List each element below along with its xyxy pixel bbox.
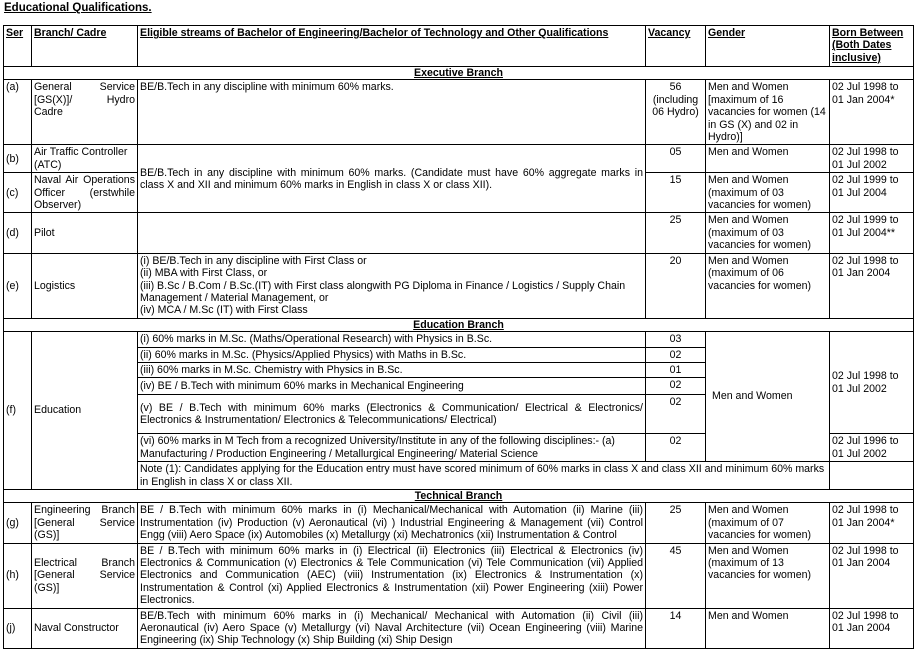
table-cell: (a)	[4, 80, 32, 145]
header-gender: Gender	[706, 26, 830, 67]
table-cell: Men and Women (maximum of 07 vacancies for women)	[706, 503, 830, 543]
table-row	[4, 80, 914, 145]
table-row	[4, 332, 914, 347]
section-education	[4, 318, 914, 331]
table-cell: 05	[646, 145, 706, 173]
table-cell: (e)	[4, 253, 32, 318]
header-row	[4, 26, 914, 67]
table-cell: 02 Jul 1998 to 01 Jan 2004*	[830, 80, 914, 145]
table-cell: (i) 60% marks in M.Sc. (Maths/Operational Research) with Physics in B.Sc.	[138, 332, 646, 347]
table-cell	[138, 253, 646, 318]
table-cell: Men and Women (maximum of 03 vacancies for women)	[706, 173, 830, 213]
table-cell: 02 Jul 1998 to 01 Jul 2002	[830, 332, 914, 434]
table-cell: Men and Women	[706, 145, 830, 173]
table-cell: Logistics	[32, 253, 138, 318]
table-cell: Men and Women	[706, 332, 830, 462]
table-cell	[830, 462, 914, 490]
table-cell: (ii) 60% marks in M.Sc. (Physics/Applied Physics) with Maths in B.Sc.	[138, 347, 646, 362]
table-row	[4, 503, 914, 543]
table-cell: Air Traffic Controller (ATC)	[32, 145, 138, 173]
list-item: (ii) MBA with First Class, or	[140, 267, 268, 280]
table-cell: Education Branch	[4, 318, 914, 331]
list-item: (i) BE/B.Tech in any discipline with First Class or	[140, 254, 367, 267]
table-cell: Men and Women (maximum of 03 vacancies for women)	[706, 213, 830, 253]
table-cell: Education	[32, 332, 138, 490]
table-row	[4, 145, 914, 173]
table-cell: 20	[646, 253, 706, 318]
table-cell: Naval Air Operations Officer (erstwhile Observer)	[32, 173, 138, 213]
table-cell: (b)	[4, 145, 32, 173]
table-row	[4, 462, 914, 490]
table-cell: 02 Jul 1999 to 01 Jul 2004	[830, 173, 914, 213]
header-ser: Ser	[4, 26, 32, 67]
table-row	[4, 213, 914, 253]
table-cell: BE/B.Tech with minimum 60% marks in (i) Mechanical/ Mechanical with Automation (ii) Civil (iii) Aeronautical (iv) Aero Space (v) Metallurgy (vi) Naval Architecture (vii) Ocean Engineering (viii) Marine Engineering (ix) Ship Technology (x) Ship Building (xi) Ship Design	[138, 608, 646, 648]
table-cell: (h)	[4, 543, 32, 608]
table-cell: 02	[646, 378, 706, 395]
table-cell: (c)	[4, 173, 32, 213]
table-cell: 02	[646, 395, 706, 434]
table-cell: 02 Jul 1998 to 01 Jan 2004	[830, 543, 914, 608]
table-cell: BE/B.Tech in any discipline with minimum 60% marks.	[138, 80, 646, 145]
table-cell: 02	[646, 347, 706, 362]
table-row	[4, 608, 914, 648]
table-cell	[138, 213, 646, 253]
table-cell: 01	[646, 362, 706, 377]
table-cell: 02 Jul 1996 to 01 Jul 2002	[830, 434, 914, 462]
header-streams: Eligible streams of Bachelor of Engineering/Bachelor of Technology and Other Qualifications	[138, 26, 646, 67]
table-row	[4, 543, 914, 608]
table-cell: Men and Women	[706, 608, 830, 648]
table-cell: Technical Branch	[4, 489, 914, 502]
page-title: Educational Qualifications.	[4, 2, 152, 14]
table-cell: (v) BE / B.Tech with minimum 60% marks (Electronics & Communication/ Electrical & Electronics/ Electronics & Instrumentation/ Electronics & Telecommunications/ Electrical)	[138, 395, 646, 434]
table-cell: Executive Branch	[4, 67, 914, 80]
table-cell: (d)	[4, 213, 32, 253]
header-born: Born Between (Both Dates inclusive)	[830, 26, 914, 67]
table-cell: (g)	[4, 503, 32, 543]
list-item: (iv) MCA / M.Sc (IT) with First Class	[140, 304, 308, 317]
table-cell: 02 Jul 1998 to 01 Jan 2004	[830, 608, 914, 648]
table-cell: 25	[646, 503, 706, 543]
table-cell: 25	[646, 213, 706, 253]
table-cell: 45	[646, 543, 706, 608]
table-cell: BE / B.Tech with minimum 60% marks in (i) Electrical (ii) Electronics (iii) Electrical & Electronics (iv) Electronics & Communication (v) Electronics & Tele Communication (vi) Tele Communication (vii) Applied Electronics and Communication (AEC) (viii) Instrumentation (ix) Electronics & Instrumentation (x) Instrumentation & Control (xi) Applied Electronics & Instrumentation (xii) Power Engineering (xiii) Power Electronics.	[138, 543, 646, 608]
table-cell: 15	[646, 173, 706, 213]
table-cell: 03	[646, 332, 706, 347]
table-cell: (iii) 60% marks in M.Sc. Chemistry with Physics in B.Sc.	[138, 362, 646, 377]
table-row	[4, 253, 914, 318]
table-cell: (f)	[4, 332, 32, 490]
table-cell: Men and Women [maximum of 16 vacancies for women (14 in GS (X) and 02 in Hydro)]	[706, 80, 830, 145]
table-cell: 02 Jul 1998 to 01 Jan 2004*	[830, 503, 914, 543]
table-cell: Men and Women (maximum of 13 vacancies for women)	[706, 543, 830, 608]
header-vacancy: Vacancy	[646, 26, 706, 67]
table-cell: Naval Constructor	[32, 608, 138, 648]
shared-qualification: BE/B.Tech in any discipline with minimum 60% marks. (Candidate must have 60% aggregate marks in class X and XII and minimum 60% marks in English in class X or class XII).	[138, 145, 646, 213]
table-cell: 02 Jul 1999 to 01 Jul 2004**	[830, 213, 914, 253]
table-cell: General Service [GS(X)]/ Hydro Cadre	[32, 80, 138, 145]
table-cell: Pilot	[32, 213, 138, 253]
table-cell: 02 Jul 1998 to 01 Jul 2002	[830, 145, 914, 173]
list-item: (iii) B.Sc / B.Com / B.Sc.(IT) with First class alongwith PG Diploma in Finance / Logistics / Supply Chain Management / Material Management, or	[140, 279, 626, 304]
table-cell: 14	[646, 608, 706, 648]
section-executive	[4, 67, 914, 80]
table-cell: BE / B.Tech with minimum 60% marks in (i) Mechanical/Mechanical with Automation (ii) Marine (iii) Instrumentation (iv) Production (v) Aeronautical (vi) ) Industrial Engineering & Management (vii) Control Engg (viii) Aero Space (ix) Automobiles (x) Metallurgy (xi) Mechatronics (xii) Instrumentation & Control	[138, 503, 646, 543]
table-cell: 56 (including 06 Hydro)	[646, 80, 706, 145]
section-technical	[4, 489, 914, 502]
qualifications-table	[3, 25, 914, 649]
table-cell: 02	[646, 434, 706, 462]
table-cell: (iv) BE / B.Tech with minimum 60% marks in Mechanical Engineering	[138, 378, 646, 395]
table-cell: Electrical Branch [General Service (GS)]	[32, 543, 138, 608]
table-cell: Engineering Branch [General Service (GS)]	[32, 503, 138, 543]
education-note: Note (1): Candidates applying for the Education entry must have scored minimum of 60% marks in class X and class XII and minimum 60% marks in English in class X or class XII.	[138, 462, 830, 490]
table-cell: 02 Jul 1998 to 01 Jan 2004	[830, 253, 914, 318]
header-branch: Branch/ Cadre	[32, 26, 138, 67]
table-cell: (j)	[4, 608, 32, 648]
table-cell: (vi) 60% marks in M Tech from a recognized University/Institute in any of the following disciplines:- (a) Manufacturing / Production Engineering / Metallurgical Engineering/ Material Science	[138, 434, 646, 462]
table-cell: Men and Women (maximum of 06 vacancies for women)	[706, 253, 830, 318]
